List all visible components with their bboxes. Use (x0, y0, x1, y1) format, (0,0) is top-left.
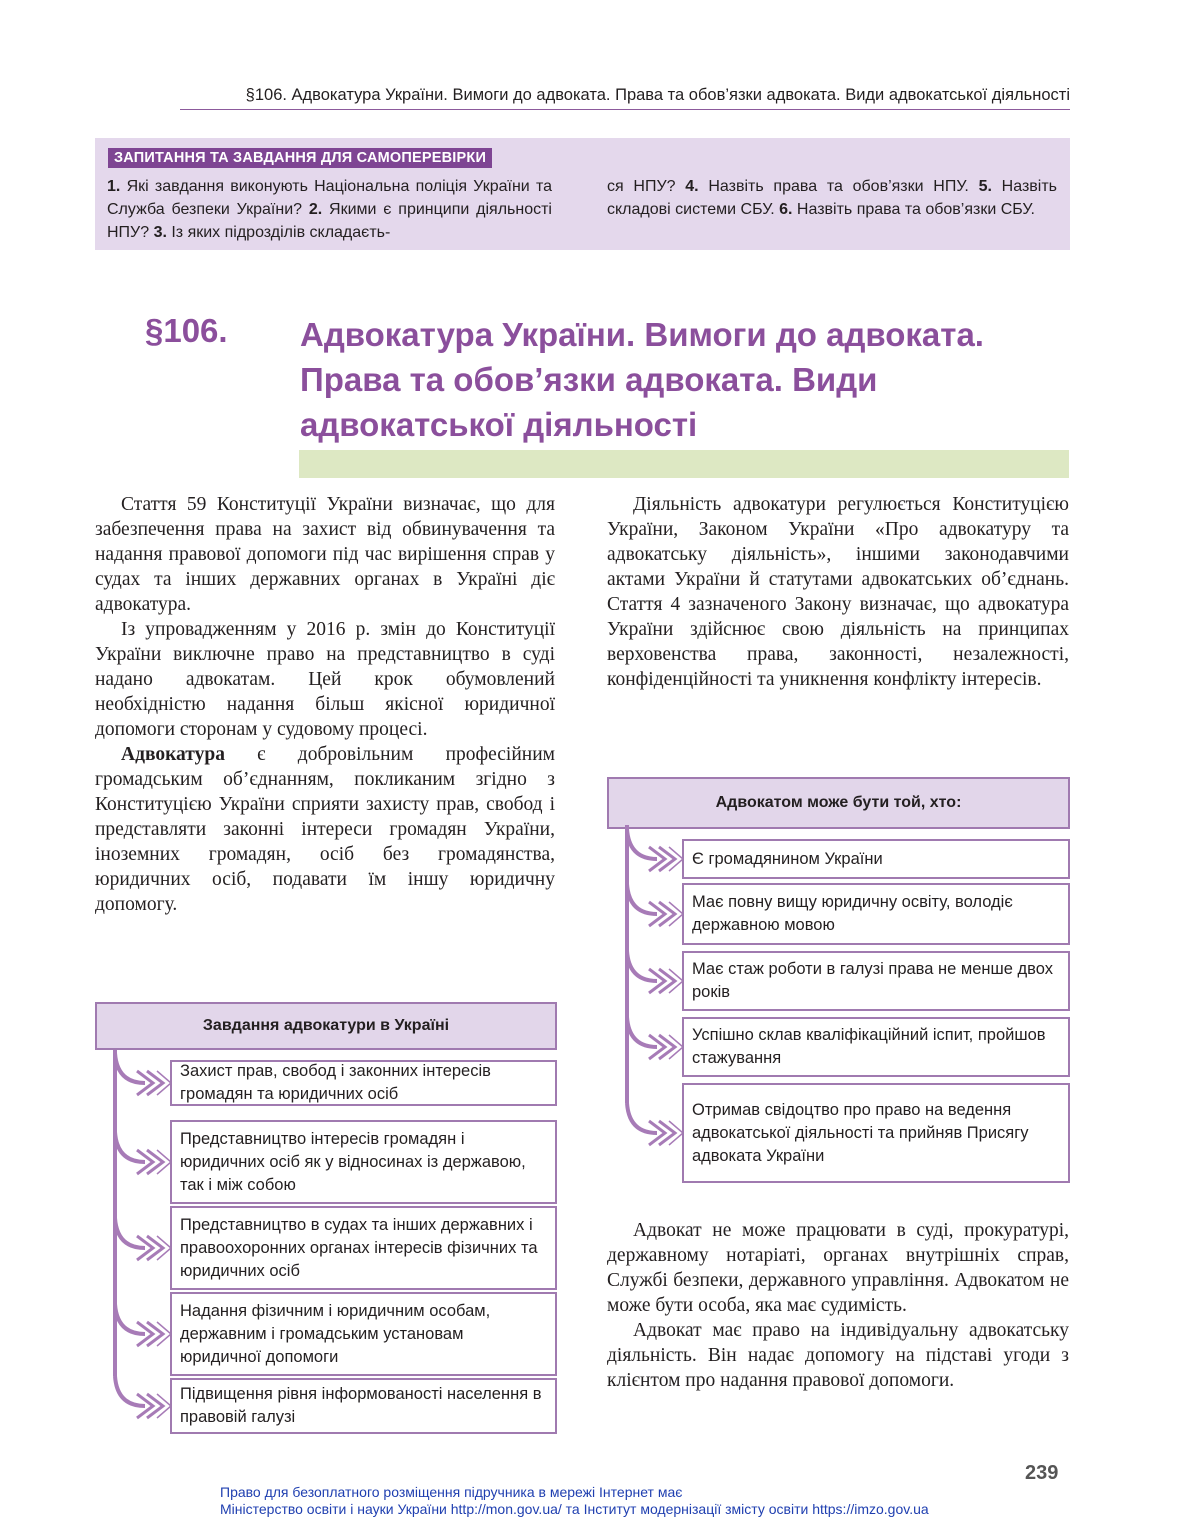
requirements-scheme (607, 777, 1070, 1185)
scheme-item: Представництво в судах та інших державних і правоохоронних органах інтересів фізичних та юридичних осіб (170, 1206, 557, 1290)
scheme-title: Завдання адвокатури в Україні (95, 1002, 557, 1050)
scheme-item: Підвищення рівня інформованості населення в правовій галузі (170, 1378, 557, 1434)
right-column-text-bottom (607, 1218, 1069, 1393)
arrow-connector-icon (95, 1002, 175, 1440)
scheme-item: Надання фізичним і юридичним особам, державним і громадським установам юридичної допомоги (170, 1292, 557, 1376)
title-underline-band (299, 450, 1069, 478)
self-check-box (95, 138, 1070, 250)
page-number: 239 (1025, 1462, 1059, 1484)
scheme-item: Представництво інтересів громадян і юридичних осіб як у відносинах із державою, так і між собою (170, 1120, 557, 1204)
running-head: §106. Адвокатура України. Вимоги до адвоката. Права та обов’язки адвоката. Види адвокатської діяльності (180, 86, 1070, 110)
body-paragraph: Діяльність адвокатури регулюється Конституцією України, Законом України «Про адвокатуру та адвокатську діяльність», іншими законодавчими актами України й статутами адвокатських об’єднань. Стаття 4 зазначеного Закону визначає, що адвокатура України здійснює свою діяльність на принципах верховенства права, законності, незалежності, конфіденційності та уникнення конфлікту інтересів. (607, 494, 1069, 690)
paragraph-number: §106. (145, 312, 228, 349)
footer-notice (220, 1484, 929, 1518)
paragraph-title: Адвокатура України. Вимоги до адвоката. Права та обов’язки адвоката. Види адвокатської діяльності (300, 316, 984, 443)
body-paragraph: Адвокатура є добровільним професійним громадським об’єднанням, покликаним згідно з Конституцією України сприяти захисту прав, свобод і представляти законні інтереси громадян України, іноземних громадян, осіб без громадянства, юридичних осіб, подавати їм іншу юридичну допомогу. (95, 744, 555, 915)
arrow-connector-icon (607, 777, 687, 1185)
right-column-text-top (607, 492, 1069, 692)
scheme-item: Захист прав, свобод і законних інтересів громадян та юридичних осіб (170, 1060, 557, 1106)
scheme-item: Є громадянином України (682, 839, 1070, 879)
self-check-questions-right: ся НПУ? 4. Назвіть права та обов’язки НПУ. 5. Назвіть складові системи СБУ. 6. Назвіть права та обов’язки СБУ. (607, 178, 1058, 218)
left-column-text (95, 492, 555, 917)
self-check-questions-left: 1. Які завдання виконують Національна поліція України та Служба безпеки України? 2. Якими є принципи діяльності НПУ? 3. Із яких підрозділів складаєть- (107, 178, 552, 241)
body-paragraph: Стаття 59 Конституції України визначає, що для забезпечення права на захист від обвинувачення та надання правової допомоги під час вирішення справ у судах та інших державних органах в Україні діє адвокатура. (95, 494, 555, 615)
self-check-title: ЗАПИТАННЯ ТА ЗАВДАННЯ ДЛЯ САМОПЕРЕВІРКИ (108, 148, 492, 168)
footer-line: Право для безоплатного розміщення підручника в мережі Інтернет має (220, 1484, 683, 1500)
scheme-title: Адвокатом може бути той, хто: (607, 777, 1070, 829)
scheme-item: Отримав свідоцтво про право на ведення адвокатської діяльності та прийняв Присягу адвоката України (682, 1083, 1070, 1183)
scheme-item: Має стаж роботи в галузі права не менше двох років (682, 951, 1070, 1011)
body-paragraph: Адвокат має право на індивідуальну адвокатську діяльність. Він надає допомогу на підставі угоди з клієнтом про надання правової допомоги. (607, 1320, 1069, 1391)
scheme-item: Успішно склав кваліфікаційний іспит, пройшов стажування (682, 1017, 1070, 1077)
scheme-item: Має повну вищу юридичну освіту, володіє державною мовою (682, 883, 1070, 945)
body-paragraph: Із упровадженням у 2016 р. змін до Конституції України виключне право на представництво в суді надано адвокатам. Цей крок обумовлений необхідністю надання більш якісної юридичної допомоги сторонам у судовому процесі. (95, 619, 555, 740)
tasks-scheme (95, 1002, 557, 1440)
footer-line: Міністерство освіти і науки України http://mon.gov.ua/ та Інститут модернізації змісту освіти https://imzo.gov.ua (220, 1501, 929, 1517)
body-paragraph: Адвокат не може працювати в суді, прокуратурі, державному нотаріаті, органах внутрішніх справ, Службі безпеки, державного управління. Адвокатом не може бути особа, яка має судимість. (607, 1220, 1069, 1316)
